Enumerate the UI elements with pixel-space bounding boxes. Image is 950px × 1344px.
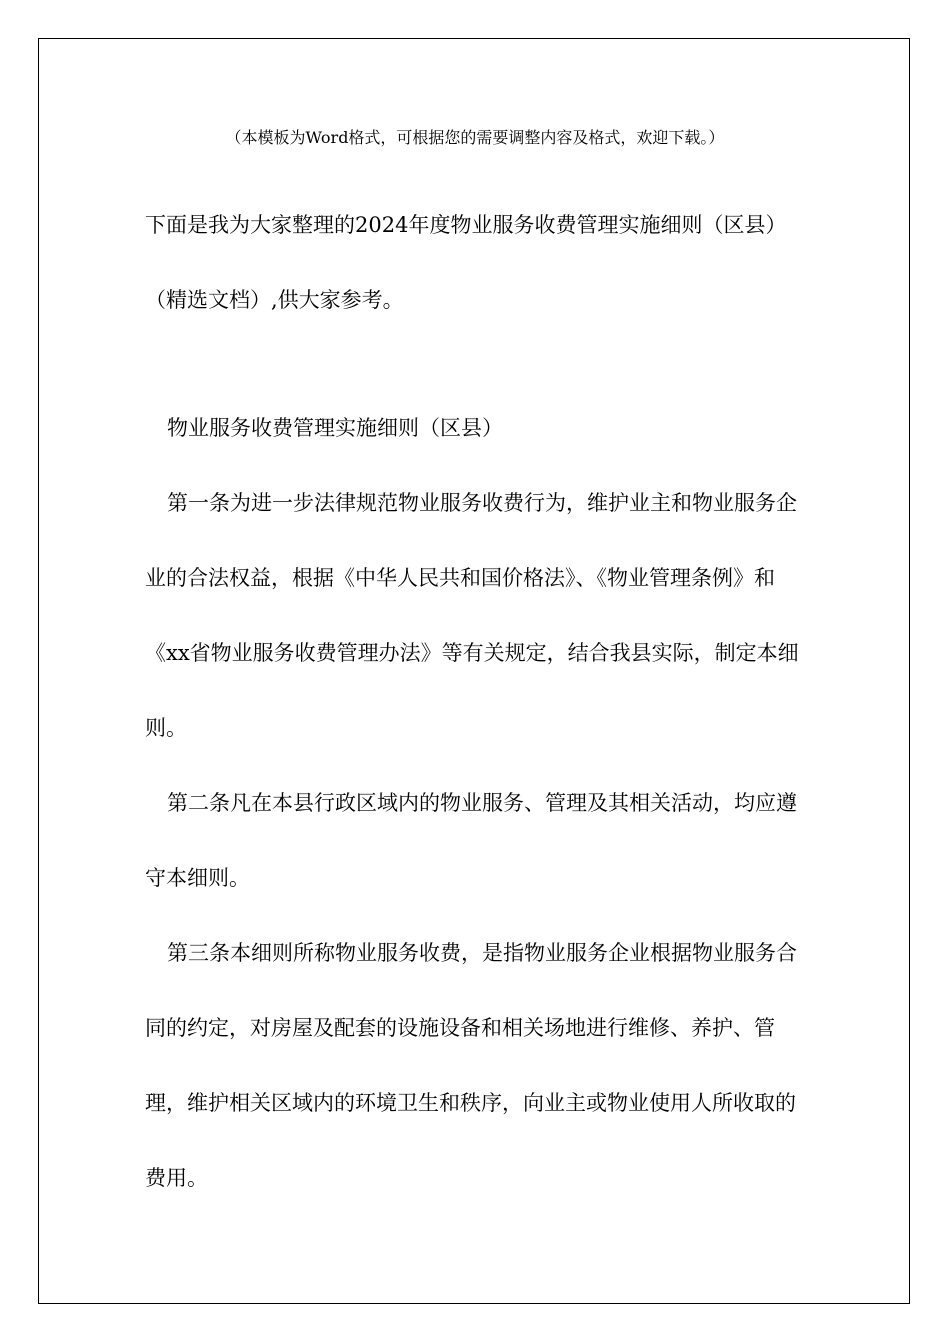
spacer	[145, 338, 805, 391]
intro-paragraph: 下面是我为大家整理的2024年度物业服务收费管理实施细则（区县）（精选文档）,供大家参考。	[145, 213, 787, 312]
template-notice: （本模板为Word格式，可根据您的需要调整内容及格式，欢迎下载。）	[225, 128, 725, 147]
article-2: 第二条凡在本县行政区域内的物业服务、管理及其相关活动，均应遵守本细则。	[145, 791, 797, 890]
article-1: 第一条为进一步法律规范物业服务收费行为，维护业主和物业服务企业的合法权益，根据《中华人民共和国价格法》、《物业管理条例》和《xx省物业服务收费管理办法》等有关规定，结合我县实际，制定本细则。	[145, 491, 799, 740]
article-3: 第三条本细则所称物业服务收费，是指物业服务企业根据物业服务合同的约定，对房屋及配套的设施设备和相关场地进行维修、养护、管理，维护相关区域内的环境卫生和秩序，向业主或物业使用人所收取的费用。	[145, 941, 797, 1190]
document-body	[145, 122, 805, 1216]
document-heading: 物业服务收费管理实施细则（区县）	[167, 416, 503, 440]
